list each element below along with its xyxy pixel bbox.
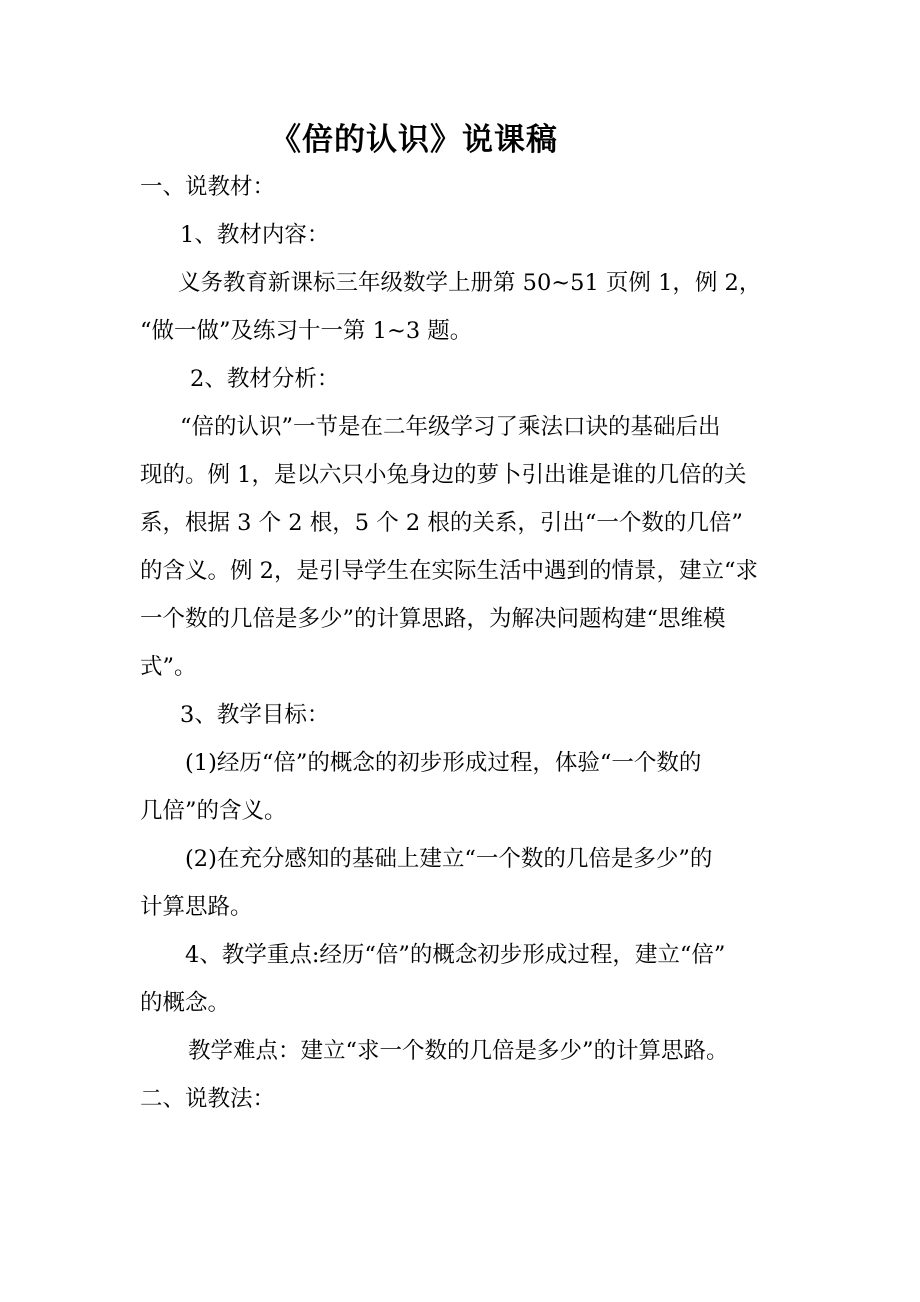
paragraph-line: 式”。 <box>140 654 197 680</box>
paragraph-line: 一个数的几倍是多少”的计算思路，为解决问题构建“思维模 <box>140 606 726 632</box>
paragraph-line: 义务教育新课标三年级数学上册第 50~51 页例 1，例 2， <box>178 270 762 296</box>
section-heading-methods: 二、说教法： <box>140 1086 276 1112</box>
subheading-analysis: 2、教材分析： <box>190 366 340 392</box>
section-heading-textbook: 一、说教材： <box>140 174 276 200</box>
paragraph-line: 几倍”的含义。 <box>140 798 287 824</box>
paragraph-line: (1)经历“倍”的概念的初步形成过程，体验“一个数的 <box>185 750 702 776</box>
paragraph-line: “做一做”及练习十一第 1~3 题。 <box>140 318 473 344</box>
paragraph-difficulty: 教学难点：建立“求一个数的几倍是多少”的计算思路。 <box>188 1038 729 1064</box>
subheading-content: 1、教材内容： <box>180 222 330 248</box>
paragraph-line: 现的。例 1，是以六只小兔身边的萝卜引出谁是谁的几倍的关 <box>140 462 747 488</box>
paragraph-line: (2)在充分感知的基础上建立“一个数的几倍是多少”的 <box>185 846 713 872</box>
document-title: 《倍的认识》说课稿 <box>270 122 558 158</box>
paragraph-line: 系，根据 3 个 2 根，5 个 2 根的关系，引出“一个数的几倍” <box>140 510 743 536</box>
paragraph-line: 的概念。 <box>140 990 231 1016</box>
paragraph-line: 计算思路。 <box>140 894 253 920</box>
paragraph-line: 的含义。例 2，是引导学生在实际生活中遇到的情景，建立“求 <box>140 558 758 584</box>
subheading-key-points: 4、教学重点:经历“倍”的概念初步形成过程，建立“倍” <box>185 942 726 968</box>
paragraph-line: “倍的认识”一节是在二年级学习了乘法口诀的基础后出 <box>180 414 721 440</box>
subheading-objectives: 3、教学目标： <box>180 702 330 728</box>
